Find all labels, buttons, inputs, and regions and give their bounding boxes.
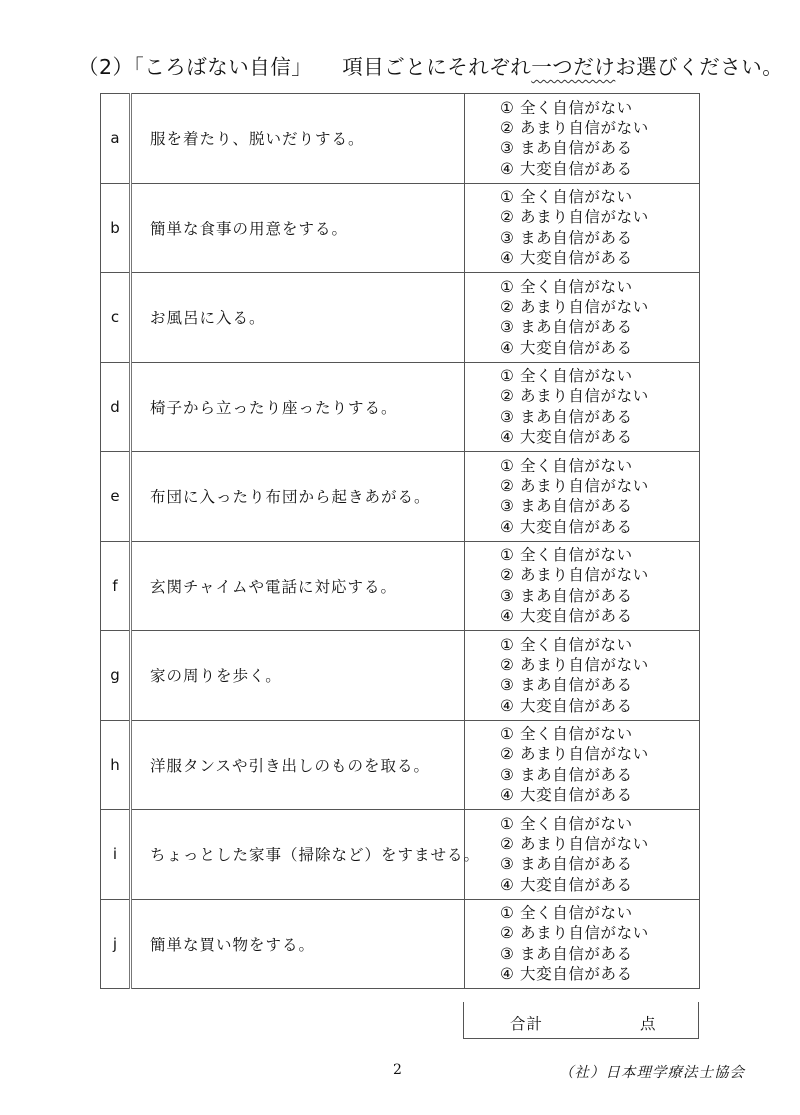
item-options [465, 541, 700, 631]
table-row [101, 273, 700, 363]
option-choice[interactable]: ③ まあ自信がある [500, 139, 633, 158]
item-options [465, 362, 700, 452]
option-choice[interactable]: ③ まあ自信がある [500, 586, 633, 605]
table-row [101, 183, 700, 273]
option-choice[interactable]: ① 全く自信がない [500, 277, 633, 296]
item-options [465, 899, 700, 989]
option-choice[interactable]: ① 全く自信がない [500, 725, 633, 744]
item-options [465, 94, 700, 184]
option-choice[interactable]: ③ まあ自信がある [500, 676, 633, 695]
total-label: 合計 [510, 1015, 544, 1033]
option-choice[interactable]: ② あまり自信がない [500, 745, 649, 764]
total-box [463, 1002, 699, 1039]
item-description: ちょっとした家事（掃除など）をすませる。 [131, 810, 465, 900]
option-choice[interactable]: ④ 大変自信がある [500, 428, 633, 447]
item-description: 簡単な食事の用意をする。 [131, 183, 465, 273]
option-choice[interactable]: ③ まあ自信がある [500, 407, 633, 426]
table-row [101, 810, 700, 900]
option-choice[interactable]: ③ まあ自信がある [500, 855, 633, 874]
item-letter: f [101, 541, 131, 631]
item-letter: d [101, 362, 131, 452]
item-description: 服を着たり、脱いだりする。 [131, 94, 465, 184]
option-choice[interactable]: ④ 大変自信がある [500, 517, 633, 536]
option-choice[interactable]: ④ 大変自信がある [500, 965, 633, 984]
option-choice[interactable]: ③ まあ自信がある [500, 944, 633, 963]
item-description: 椅子から立ったり座ったりする。 [131, 362, 465, 452]
option-choice[interactable]: ④ 大変自信がある [500, 696, 633, 715]
title-prefix: （2）「ころばない自信」 [78, 55, 313, 79]
organization-name: （社）日本理学療法士協会 [559, 1065, 745, 1081]
table-row [101, 541, 700, 631]
option-choice[interactable]: ② あまり自信がない [500, 566, 649, 585]
option-choice[interactable]: ② あまり自信がない [500, 834, 649, 853]
confidence-table [100, 93, 700, 989]
instruction-emphasis: 一つだけ [531, 55, 616, 79]
item-letter: c [101, 273, 131, 363]
option-choice[interactable]: ① 全く自信がない [500, 98, 633, 117]
option-choice[interactable]: ① 全く自信がない [500, 367, 633, 386]
option-choice[interactable]: ④ 大変自信がある [500, 159, 633, 178]
option-choice[interactable]: ② あまり自信がない [500, 297, 649, 316]
item-letter: g [101, 631, 131, 721]
option-choice[interactable]: ① 全く自信がない [500, 546, 633, 565]
option-choice[interactable]: ① 全く自信がない [500, 188, 633, 207]
item-letter: j [101, 899, 131, 989]
option-choice[interactable]: ③ まあ自信がある [500, 497, 633, 516]
table-row [101, 94, 700, 184]
item-letter: b [101, 183, 131, 273]
table-row [101, 720, 700, 810]
option-choice[interactable]: ④ 大変自信がある [500, 338, 633, 357]
option-choice[interactable]: ① 全く自信がない [500, 904, 633, 923]
instruction-before: 項目ごとにそれぞれ [342, 55, 532, 79]
item-description: 玄関チャイムや電話に対応する。 [131, 541, 465, 631]
table-row [101, 452, 700, 542]
item-description: 洋服タンスや引き出しのものを取る。 [131, 720, 465, 810]
item-description: 家の周りを歩く。 [131, 631, 465, 721]
option-choice[interactable]: ① 全く自信がない [500, 456, 633, 475]
table-row [101, 362, 700, 452]
item-options [465, 810, 700, 900]
item-letter: h [101, 720, 131, 810]
option-choice[interactable]: ② あまり自信がない [500, 476, 649, 495]
option-choice[interactable]: ③ まあ自信がある [500, 228, 633, 247]
option-choice[interactable]: ② あまり自信がない [500, 208, 649, 227]
option-choice[interactable]: ③ まあ自信がある [500, 765, 633, 784]
option-choice[interactable]: ④ 大変自信がある [500, 249, 633, 268]
option-choice[interactable]: ② あまり自信がない [500, 118, 649, 137]
item-options [465, 273, 700, 363]
option-choice[interactable]: ④ 大変自信がある [500, 786, 633, 805]
table-row [101, 631, 700, 721]
item-options [465, 183, 700, 273]
option-choice[interactable]: ③ まあ自信がある [500, 318, 633, 337]
option-choice[interactable]: ① 全く自信がない [500, 814, 633, 833]
item-letter: i [101, 810, 131, 900]
option-choice[interactable]: ② あまり自信がない [500, 655, 649, 674]
table-row [101, 899, 700, 989]
item-letter: a [101, 94, 131, 184]
page-title [78, 50, 783, 80]
option-choice[interactable]: ② あまり自信がない [500, 924, 649, 943]
item-letter: e [101, 452, 131, 542]
option-choice[interactable]: ④ 大変自信がある [500, 607, 633, 626]
total-unit: 点 [640, 1015, 656, 1033]
page-number: 2 [393, 1062, 402, 1078]
item-options [465, 452, 700, 542]
item-description: お風呂に入る。 [131, 273, 465, 363]
instruction-after: お選びください。 [615, 55, 784, 79]
item-options [465, 720, 700, 810]
item-description: 簡単な買い物をする。 [131, 899, 465, 989]
option-choice[interactable]: ④ 大変自信がある [500, 875, 633, 894]
item-options [465, 631, 700, 721]
option-choice[interactable]: ② あまり自信がない [500, 387, 649, 406]
item-description: 布団に入ったり布団から起きあがる。 [131, 452, 465, 542]
option-choice[interactable]: ① 全く自信がない [500, 635, 633, 654]
